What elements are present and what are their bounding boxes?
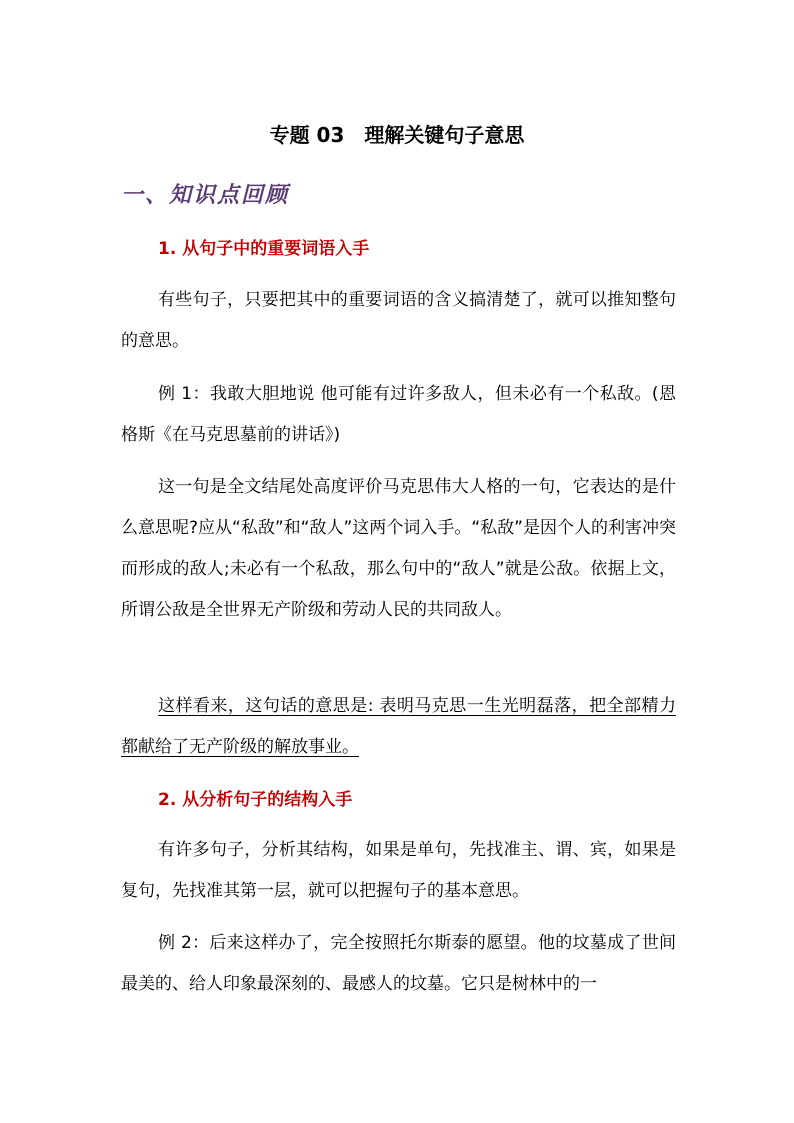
paragraph-example-1: 例 1：我敢大胆地说 他可能有过许多敌人，但未必有一个私敌。(恩格斯《在马克思墓前的讲话》) — [121, 384, 676, 445]
paragraph-analysis-1: 这一句是全文结尾处高度评价马克思伟大人格的一句，它表达的是什么意思呢?应从“私敌”和“敌人”这两个词入手。“私敌”是因个人的利害冲突而形成的敌人;未必有一个私敌，那么句中的“敌人”就是公敌。依据上文，所谓公敌是全世界无产阶级和劳动人民的共同敌人。 — [121, 477, 676, 620]
paragraph-intro-1: 有些句子，只要把其中的重要词语的含义搞清楚了，就可以推知整句的意思。 — [121, 290, 676, 351]
section-heading-knowledge-review: 一、知识点回顾 — [121, 182, 290, 208]
sub-heading-sentence-structure: 2. 从分析句子的结构入手 — [158, 790, 353, 810]
sub-heading-key-words: 1. 从句子中的重要词语入手 — [158, 239, 370, 259]
page-title: 专题 03 理解关键句子意思 — [269, 123, 525, 147]
paragraph-example-2: 例 2：后来这样办了，完全按照托尔斯泰的愿望。他的坟墓成了世间最美的、给人印象最深刻的、最感人的坟墓。它只是树林中的一 — [121, 933, 676, 994]
conclusion-text: 这样看来，这句话的意思是: 表明马克思一生光明磊落，把全部精力都献给了无产阶级的解放事业。 — [121, 696, 676, 757]
paragraph-conclusion-1 — [121, 686, 676, 768]
paragraph-intro-2: 有许多句子，分析其结构，如果是单句，先找准主、谓、宾，如果是复句，先找准其第一层，就可以把握句子的基本意思。 — [121, 840, 676, 901]
